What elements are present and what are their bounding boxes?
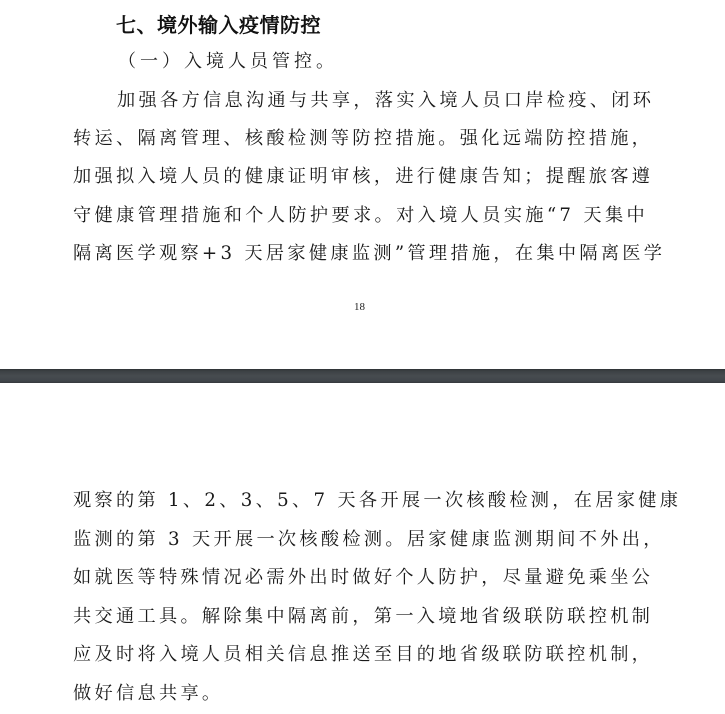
paragraph-line: 应及时将入境人员相关信息推送至目的地省级联防联控机制，: [73, 644, 654, 665]
paragraph-line: 做好信息共享。: [73, 683, 224, 704]
paragraph-line: 共交通工具。解除集中隔离前，第一入境地省级联防联控机制: [73, 606, 654, 627]
paragraph-line: 守健康管理措施和个人防护要求。对入境人员实施“7 天集中: [73, 205, 648, 226]
paragraph-line: 转运、隔离管理、核酸检测等防控措施。强化远端防控措施，: [73, 128, 654, 149]
section-heading: 七、境外输入疫情防控: [116, 13, 321, 37]
page-number: 18: [354, 301, 365, 313]
paragraph-line: 加强各方信息沟通与共享，落实入境人员口岸检疫、闭环: [117, 90, 655, 111]
paragraph-line: 监测的第 3 天开展一次核酸检测。居家健康监测期间不外出，: [73, 529, 665, 550]
paragraph-line: 观察的第 1、2、3、5、7 天各开展一次核酸检测，在居家健康: [73, 490, 682, 511]
document-page-19: [0, 383, 725, 714]
paragraph-line: 加强拟入境人员的健康证明审核，进行健康告知；提醒旅客遵: [73, 166, 654, 187]
subsection-heading: （一）入境人员管控。: [118, 51, 338, 72]
page-separator: [0, 369, 725, 383]
paragraph-line: 隔离医学观察+3 天居家健康监测”管理措施，在集中隔离医学: [73, 243, 666, 264]
paragraph-line: 如就医等特殊情况必需外出时做好个人防护，尽量避免乘坐公: [73, 567, 654, 588]
